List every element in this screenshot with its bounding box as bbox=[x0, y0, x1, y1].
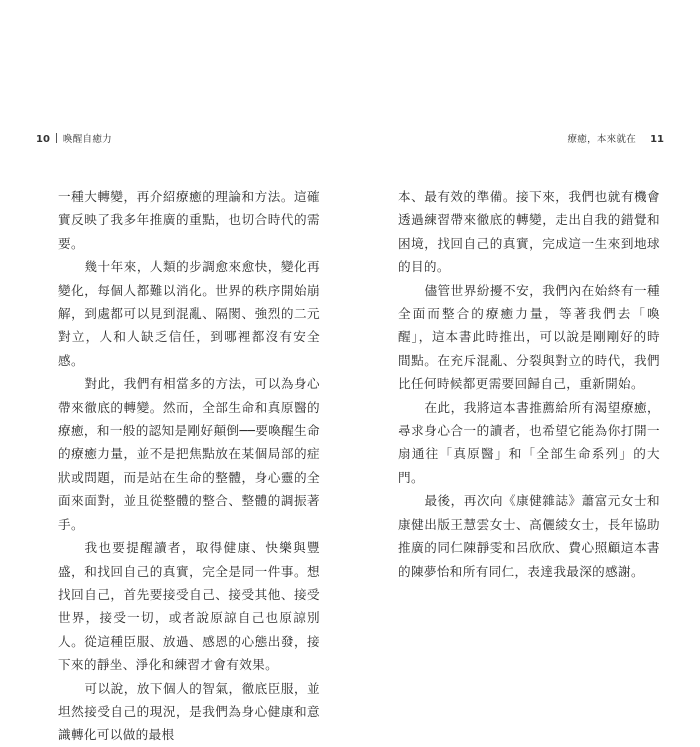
paragraph: 對此，我們有相當多的方法，可以為身心帶來徹底的轉變。然而，全部生命和真原醫的療癒，和一般的認知是剛好顛倒──要喚醒生命的療癒力量，並不是把焦點放在某個局部的症狀或問題，而是站在生命的整體，身心靈的全面來面對，並且從整體的整合、整體的調振著手。 bbox=[58, 376, 320, 532]
right-page-body bbox=[398, 185, 660, 583]
left-page-header bbox=[36, 133, 112, 146]
paragraph: 我也要提醒讀者，取得健康、快樂與豐盛，和找回自己的真實，完全是同一件事。想找回自己，首先要接受自己、接受其他、接受世界，接受一切，或者說原諒自己也原諒別人。從這種臣服、放過、感恩的心態出發，接下來的靜坐、淨化和練習才會有效果。 bbox=[58, 540, 320, 673]
running-title: 喚醒自癒力 bbox=[62, 134, 112, 145]
paragraph: 在此，我將這本書推薦給所有渴望療癒，尋求身心合一的讀者，也希望它能為你打開一扇通往「真原醫」和「全部生命系列」的大門。 bbox=[398, 399, 660, 485]
paragraph: 一種大轉變，再介紹療癒的理論和方法。這確實反映了我多年推廣的重點，也切合時代的需要。 bbox=[58, 189, 320, 251]
page-number: 10 bbox=[36, 134, 50, 145]
page-number: 11 bbox=[650, 134, 664, 145]
left-page-body bbox=[58, 185, 320, 747]
paragraph: 可以說，放下個人的智氣，徹底臣服，並坦然接受自己的現況，是我們為身心健康和意識轉化可以做的最根 bbox=[58, 680, 320, 743]
paragraph: 儘管世界紛擾不安，我們內在始終有一種全面而整合的療癒力量，等著我們去「喚醒」，這本書此時推出，可以說是剛剛好的時間點。在充斥混亂、分裂與對立的時代，我們比任何時候都更需要回歸自己，重新開始。 bbox=[398, 282, 660, 392]
paragraph: 最後，再次向《康健雜誌》蕭富元女士和康健出版王慧雲女士、高儷綾女士，長年協助推廣的同仁陳靜雯和呂欣欣、費心照顧這本書的陳夢怡和所有同仁，表達我最深的感謝。 bbox=[398, 493, 660, 579]
right-page bbox=[350, 0, 700, 700]
paragraph: 本、最有效的準備。接下來，我們也就有機會透過練習帶來徹底的轉變，走出自我的錯覺和困境，找回自己的真實，完成這一生來到地球的目的。 bbox=[398, 189, 660, 275]
left-page bbox=[0, 0, 350, 743]
paragraph: 幾十年來，人類的步調愈來愈快，變化再變化，每個人都難以消化。世界的秩序開始崩解，到處都可以見到混亂、隔閡、強烈的二元對立，人和人缺乏信任，到哪裡都沒有安全感。 bbox=[58, 259, 320, 368]
header-divider bbox=[56, 133, 57, 143]
right-page-header bbox=[567, 133, 664, 146]
running-title: 療癒，本來就在 bbox=[567, 134, 637, 145]
